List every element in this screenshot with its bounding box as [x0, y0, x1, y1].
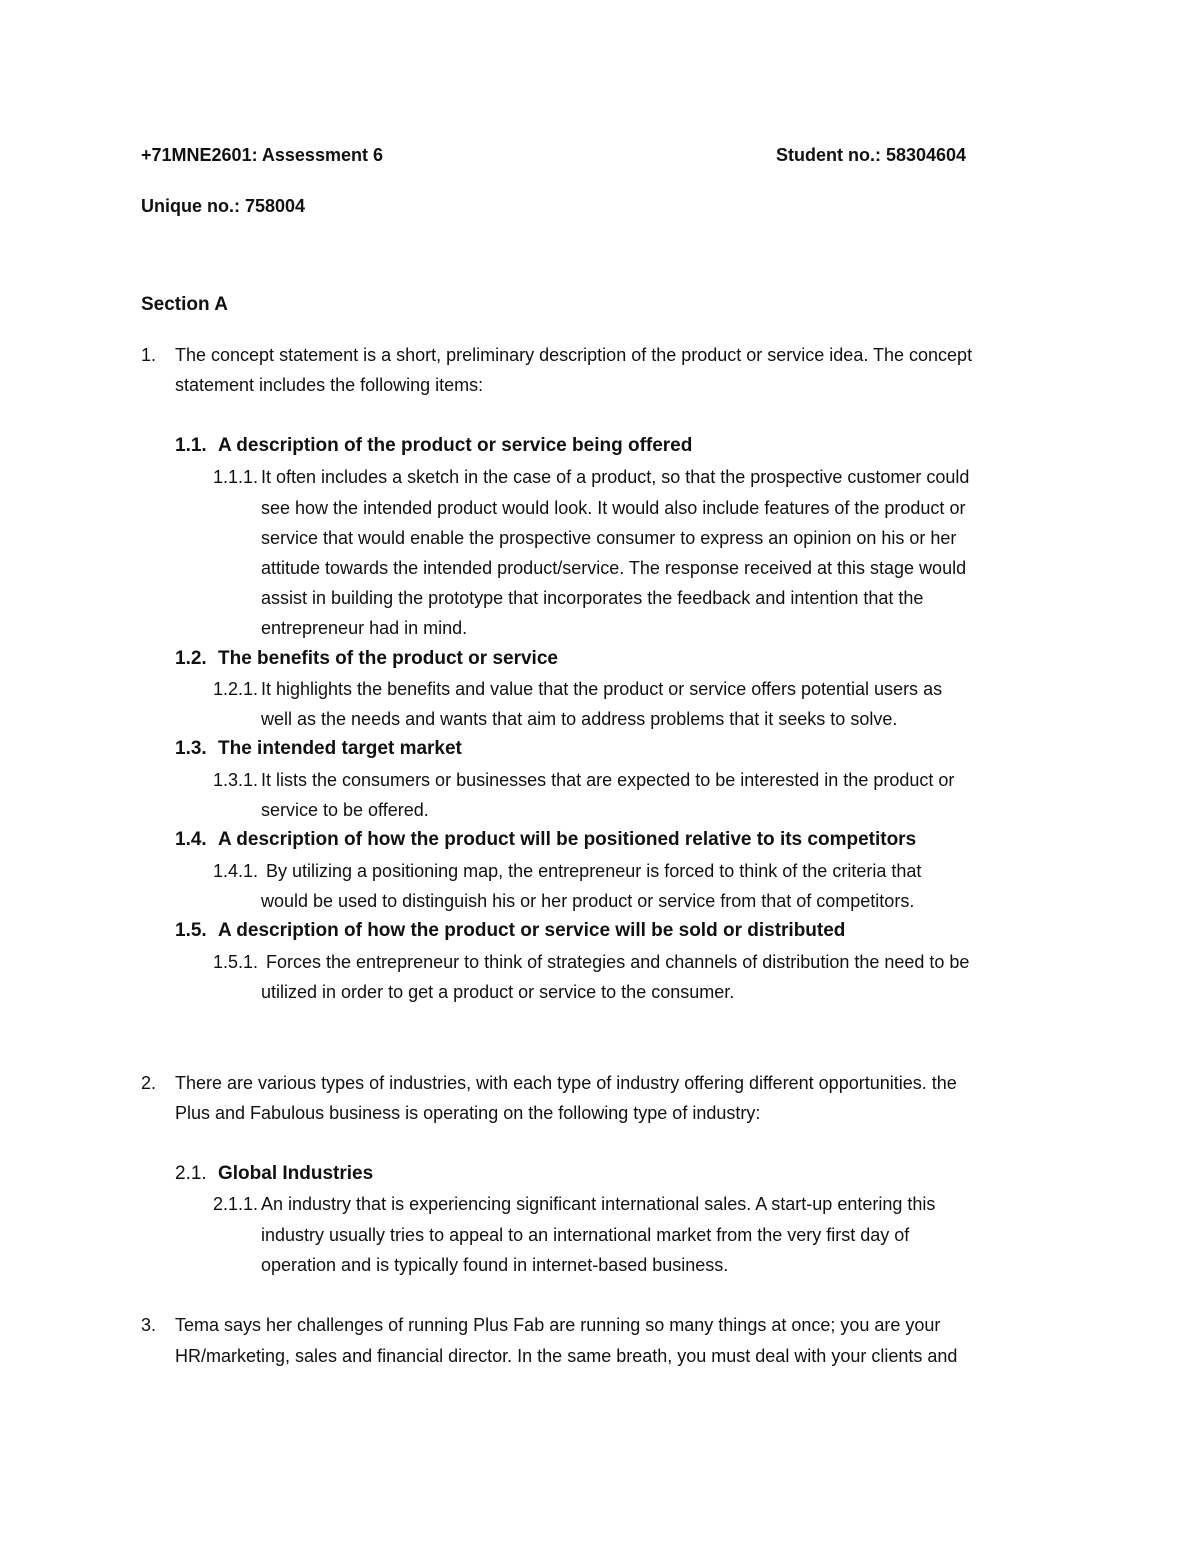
item-1-1-1-line: entrepreneur had in mind. [261, 618, 468, 638]
item-1-3-number: 1.3. [175, 738, 207, 759]
item-1-1-1-line: attitude towards the intended product/service. The response received at this stage would [261, 558, 967, 578]
item-1-4-1-number: 1.4.1. [213, 861, 259, 881]
item-1-1-title: A description of the product or service being offered [218, 435, 693, 456]
question-1-line: The concept statement is a short, preliminary description of the product or service idea. The concept [175, 345, 973, 365]
item-1-3-1-number: 1.3.1. [213, 770, 259, 790]
question-2-line: Plus and Fabulous business is operating on the following type of industry: [175, 1103, 761, 1123]
item-1-1-1-number: 1.1.1. [213, 467, 259, 487]
item-1-4-number: 1.4. [175, 829, 207, 850]
item-1-4-1-line: By utilizing a positioning map, the entrepreneur is forced to think of the criteria that [266, 861, 922, 881]
item-2-1-1-number: 2.1.1. [213, 1194, 259, 1214]
item-2-1-1-line: An industry that is experiencing significant international sales. A start-up entering this [261, 1194, 936, 1214]
item-1-2-1-line: well as the needs and wants that aim to address problems that it seeks to solve. [261, 709, 898, 729]
item-1-3-1-line: It lists the consumers or businesses that are expected to be interested in the product or [261, 770, 955, 790]
item-1-2-1-number: 1.2.1. [213, 679, 259, 699]
question-1-number: 1. [141, 345, 157, 365]
item-1-1-1-line: It often includes a sketch in the case of a product, so that the prospective customer could [261, 467, 970, 487]
item-1-5-1-line: Forces the entrepreneur to think of strategies and channels of distribution the need to be [266, 952, 970, 972]
question-2-line: There are various types of industries, with each type of industry offering different opportunities. the [175, 1073, 957, 1093]
item-1-2-title: The benefits of the product or service [218, 648, 558, 669]
item-1-4-title: A description of how the product will be positioned relative to its competitors [218, 829, 917, 850]
item-1-5-number: 1.5. [175, 920, 207, 941]
item-1-1-1-line: assist in building the prototype that incorporates the feedback and intention that the [261, 588, 924, 608]
section-title: Section A [141, 294, 228, 315]
item-1-1-1-line: service that would enable the prospective consumer to express an opinion on his or her [261, 528, 957, 548]
item-1-2-number: 1.2. [175, 648, 207, 669]
item-1-1-1-line: see how the intended product would look. It would also include features of the product or [261, 498, 966, 518]
item-1-4-1-line: would be used to distinguish his or her product or service from that of competitors. [261, 891, 915, 911]
question-3-line: Tema says her challenges of running Plus Fab are running so many things at once; you are your [175, 1315, 941, 1335]
unique-number: Unique no.: 758004 [141, 196, 306, 216]
item-1-3-title: The intended target market [218, 738, 462, 759]
question-3-number: 3. [141, 1315, 157, 1335]
item-1-2-1-line: It highlights the benefits and value that the product or service offers potential users as [261, 679, 943, 699]
item-1-5-title: A description of how the product or service will be sold or distributed [218, 920, 846, 941]
item-1-3-1-line: service to be offered. [261, 800, 429, 820]
item-2-1-1-line: operation and is typically found in internet-based business. [261, 1255, 729, 1275]
item-1-5-1-number: 1.5.1. [213, 952, 259, 972]
question-2-number: 2. [141, 1073, 157, 1093]
question-1-line: statement includes the following items: [175, 375, 484, 395]
item-2-1-1-line: industry usually tries to appeal to an international market from the very first day of [261, 1225, 910, 1245]
item-2-1-title: Global Industries [218, 1163, 374, 1184]
question-3-line: HR/marketing, sales and financial director. In the same breath, you must deal with your clients and [175, 1346, 958, 1366]
item-1-1-number: 1.1. [175, 435, 207, 456]
item-2-1-number: 2.1. [175, 1163, 207, 1184]
item-1-5-1-line: utilized in order to get a product or service to the consumer. [261, 982, 735, 1002]
course-assessment-title: +71MNE2601: Assessment 6 [141, 145, 383, 165]
student-number: Student no.: 58304604 [776, 145, 967, 165]
